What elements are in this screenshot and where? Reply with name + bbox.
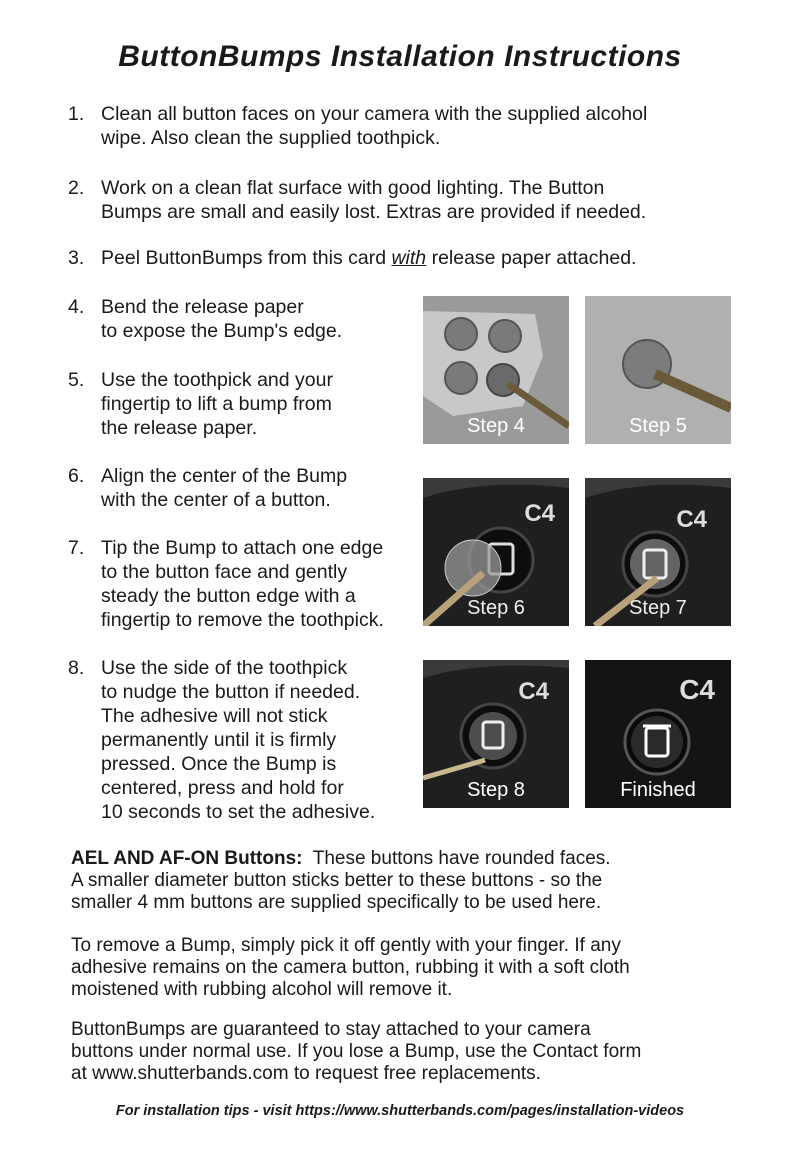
step-number: 5. (68, 369, 85, 391)
page-title: ButtonBumps Installation Instructions (118, 40, 682, 73)
step-number: 7. (68, 537, 85, 559)
step-text: Use the toothpick and your fingertip to lift a bump from the release paper. (101, 369, 333, 439)
step-number: 8. (68, 657, 85, 679)
photo-caption: Step 4 (467, 415, 525, 437)
step-number: 2. (68, 177, 85, 199)
emphasis-with: with (391, 247, 427, 269)
photo-step-8 (423, 660, 569, 808)
photo-step-6 (423, 478, 569, 626)
button-label: C4 (518, 678, 549, 705)
button-label: C4 (676, 506, 707, 533)
photo-finished (585, 660, 731, 808)
installation-tips-footer: For installation tips - visit https://www.shutterbands.com/pages/installation-videos (115, 1103, 685, 1119)
step-text: Tip the Bump to attach one edge to the button face and gently steady the button edge with a fingertip to remove the toothpick. (101, 537, 384, 631)
step-text: Peel ButtonBumps from this card with release paper attached. (101, 247, 637, 269)
button-label: C4 (679, 674, 715, 705)
step-text: Work on a clean flat surface with good lighting. The Button Bumps are small and easily lost. Extras are provided if needed. (101, 177, 647, 223)
step-text: Use the side of the toothpick to nudge the button if needed. The adhesive will not stick permanently until it is firmly pressed. Once the Bump is centered, press and hold for 10 seconds to set the adhesive. (101, 657, 376, 823)
photo-caption: Finished (620, 779, 696, 801)
step-number: 6. (68, 465, 85, 487)
step-text: Bend the release paper to expose the Bump's edge. (101, 296, 343, 342)
remove-bump-paragraph: To remove a Bump, simply pick it off gently with your finger. If any adhesive remains on the camera button, rubbing it with a soft cloth moistened with rubbing alcohol will remove it. (71, 935, 630, 1000)
step-number: 1. (68, 103, 85, 125)
photo-caption: Step 6 (467, 597, 525, 619)
button-label: C4 (524, 500, 555, 527)
guarantee-paragraph: ButtonBumps are guaranteed to stay attached to your camera buttons under normal use. If you lose a Bump, use the Contact form at www.shutterbands.com to request free replacements. (71, 1019, 642, 1084)
step-number: 4. (68, 296, 85, 318)
photo-step-7 (585, 478, 731, 626)
photo-caption: Step 7 (629, 597, 687, 619)
step-text: Clean all button faces on your camera with the supplied alcohol wipe. Also clean the supplied toothpick. (101, 103, 648, 149)
step-text: Align the center of the Bump with the center of a button. (101, 465, 348, 511)
photo-caption: Step 5 (629, 415, 687, 437)
step-number: 3. (68, 247, 85, 269)
photo-step-4 (423, 296, 569, 444)
photo-step-5 (585, 296, 731, 444)
ael-af-on-paragraph: AEL AND AF-ON Buttons: These buttons have rounded faces. A smaller diameter button sticks better to these buttons - so the smaller 4 mm buttons are supplied specifically to be used here. (71, 848, 611, 913)
photo-caption: Step 8 (467, 779, 525, 801)
ael-heading: AEL AND AF-ON Buttons: (71, 848, 303, 869)
